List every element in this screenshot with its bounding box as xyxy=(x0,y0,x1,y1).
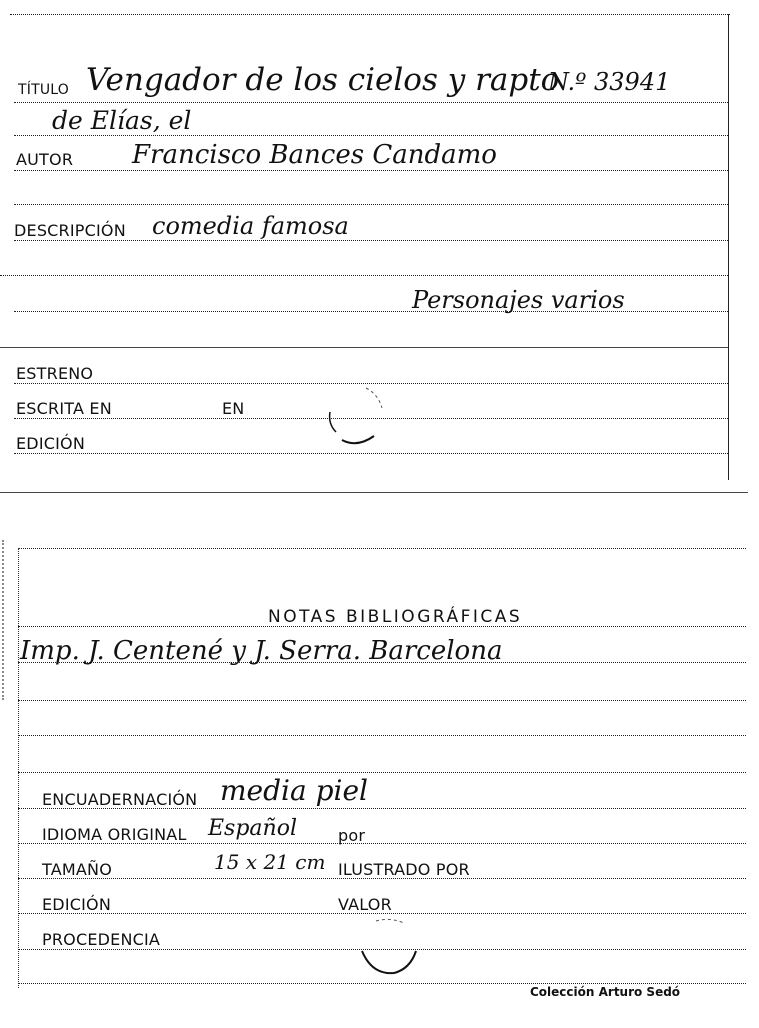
card-scan-edge xyxy=(2,540,4,700)
card-bottom-edge xyxy=(0,492,748,493)
card-top-border xyxy=(18,548,746,549)
ruled-line xyxy=(14,453,728,454)
label-valor: VALOR xyxy=(338,895,392,914)
ruled-line xyxy=(18,772,746,773)
label-encuadernacion: ENCUADERNACIÓN xyxy=(42,790,198,809)
notes-heading: NOTAS BIBLIOGRÁFICAS xyxy=(268,607,523,627)
handwritten-language: Español xyxy=(208,816,297,841)
ruled-line xyxy=(14,204,728,205)
ruled-line xyxy=(18,700,746,701)
handwritten-binding: media piel xyxy=(220,774,368,807)
card-top-border xyxy=(10,14,730,15)
label-tamano: TAMAÑO xyxy=(42,860,112,879)
catalog-card-back xyxy=(0,540,759,1010)
label-edicion: EDICIÓN xyxy=(16,434,86,453)
label-titulo: TÍTULO xyxy=(18,82,69,98)
collection-footer: Colección Arturo Sedó xyxy=(530,985,681,999)
handwritten-record-number: N.º 33941 xyxy=(548,68,671,96)
catalog-card-front xyxy=(0,0,759,495)
ruled-line xyxy=(14,170,728,171)
label-autor: AUTOR xyxy=(16,150,74,169)
handwritten-description: comedia famosa xyxy=(152,212,349,240)
card-left-border xyxy=(18,548,19,988)
label-idioma-original: IDIOMA ORIGINAL xyxy=(42,825,187,844)
ruled-line xyxy=(0,275,728,276)
ruled-line xyxy=(18,735,746,736)
library-stamp-mark xyxy=(322,384,392,448)
handwritten-size: 15 x 21 cm xyxy=(214,850,326,874)
label-descripcion: DESCRIPCIÓN xyxy=(14,221,126,240)
handwritten-characters: Personajes varios xyxy=(412,286,625,314)
label-por: por xyxy=(338,826,366,845)
label-escrita-en: ESCRITA EN xyxy=(16,399,112,418)
label-edicion: EDICIÓN xyxy=(42,895,112,914)
handwritten-title-line1: Vengador de los cielos y rapto xyxy=(86,62,560,98)
ruled-line xyxy=(0,347,728,348)
ruled-line xyxy=(14,102,728,103)
handwritten-printer-notes: Imp. J. Centené y J. Serra. Barcelona xyxy=(20,636,503,666)
label-estreno: ESTRENO xyxy=(16,364,94,383)
label-procedencia: PROCEDENCIA xyxy=(42,930,161,949)
ruled-line xyxy=(14,240,728,241)
handwritten-author: Francisco Bances Candamo xyxy=(132,140,497,170)
ruled-line xyxy=(14,135,728,136)
library-stamp-mark xyxy=(354,915,424,985)
label-ilustrado-por: ILUSTRADO POR xyxy=(338,860,470,879)
card-right-border xyxy=(728,14,729,480)
label-en: EN xyxy=(222,399,245,418)
handwritten-title-line2: de Elías, el xyxy=(52,106,192,135)
